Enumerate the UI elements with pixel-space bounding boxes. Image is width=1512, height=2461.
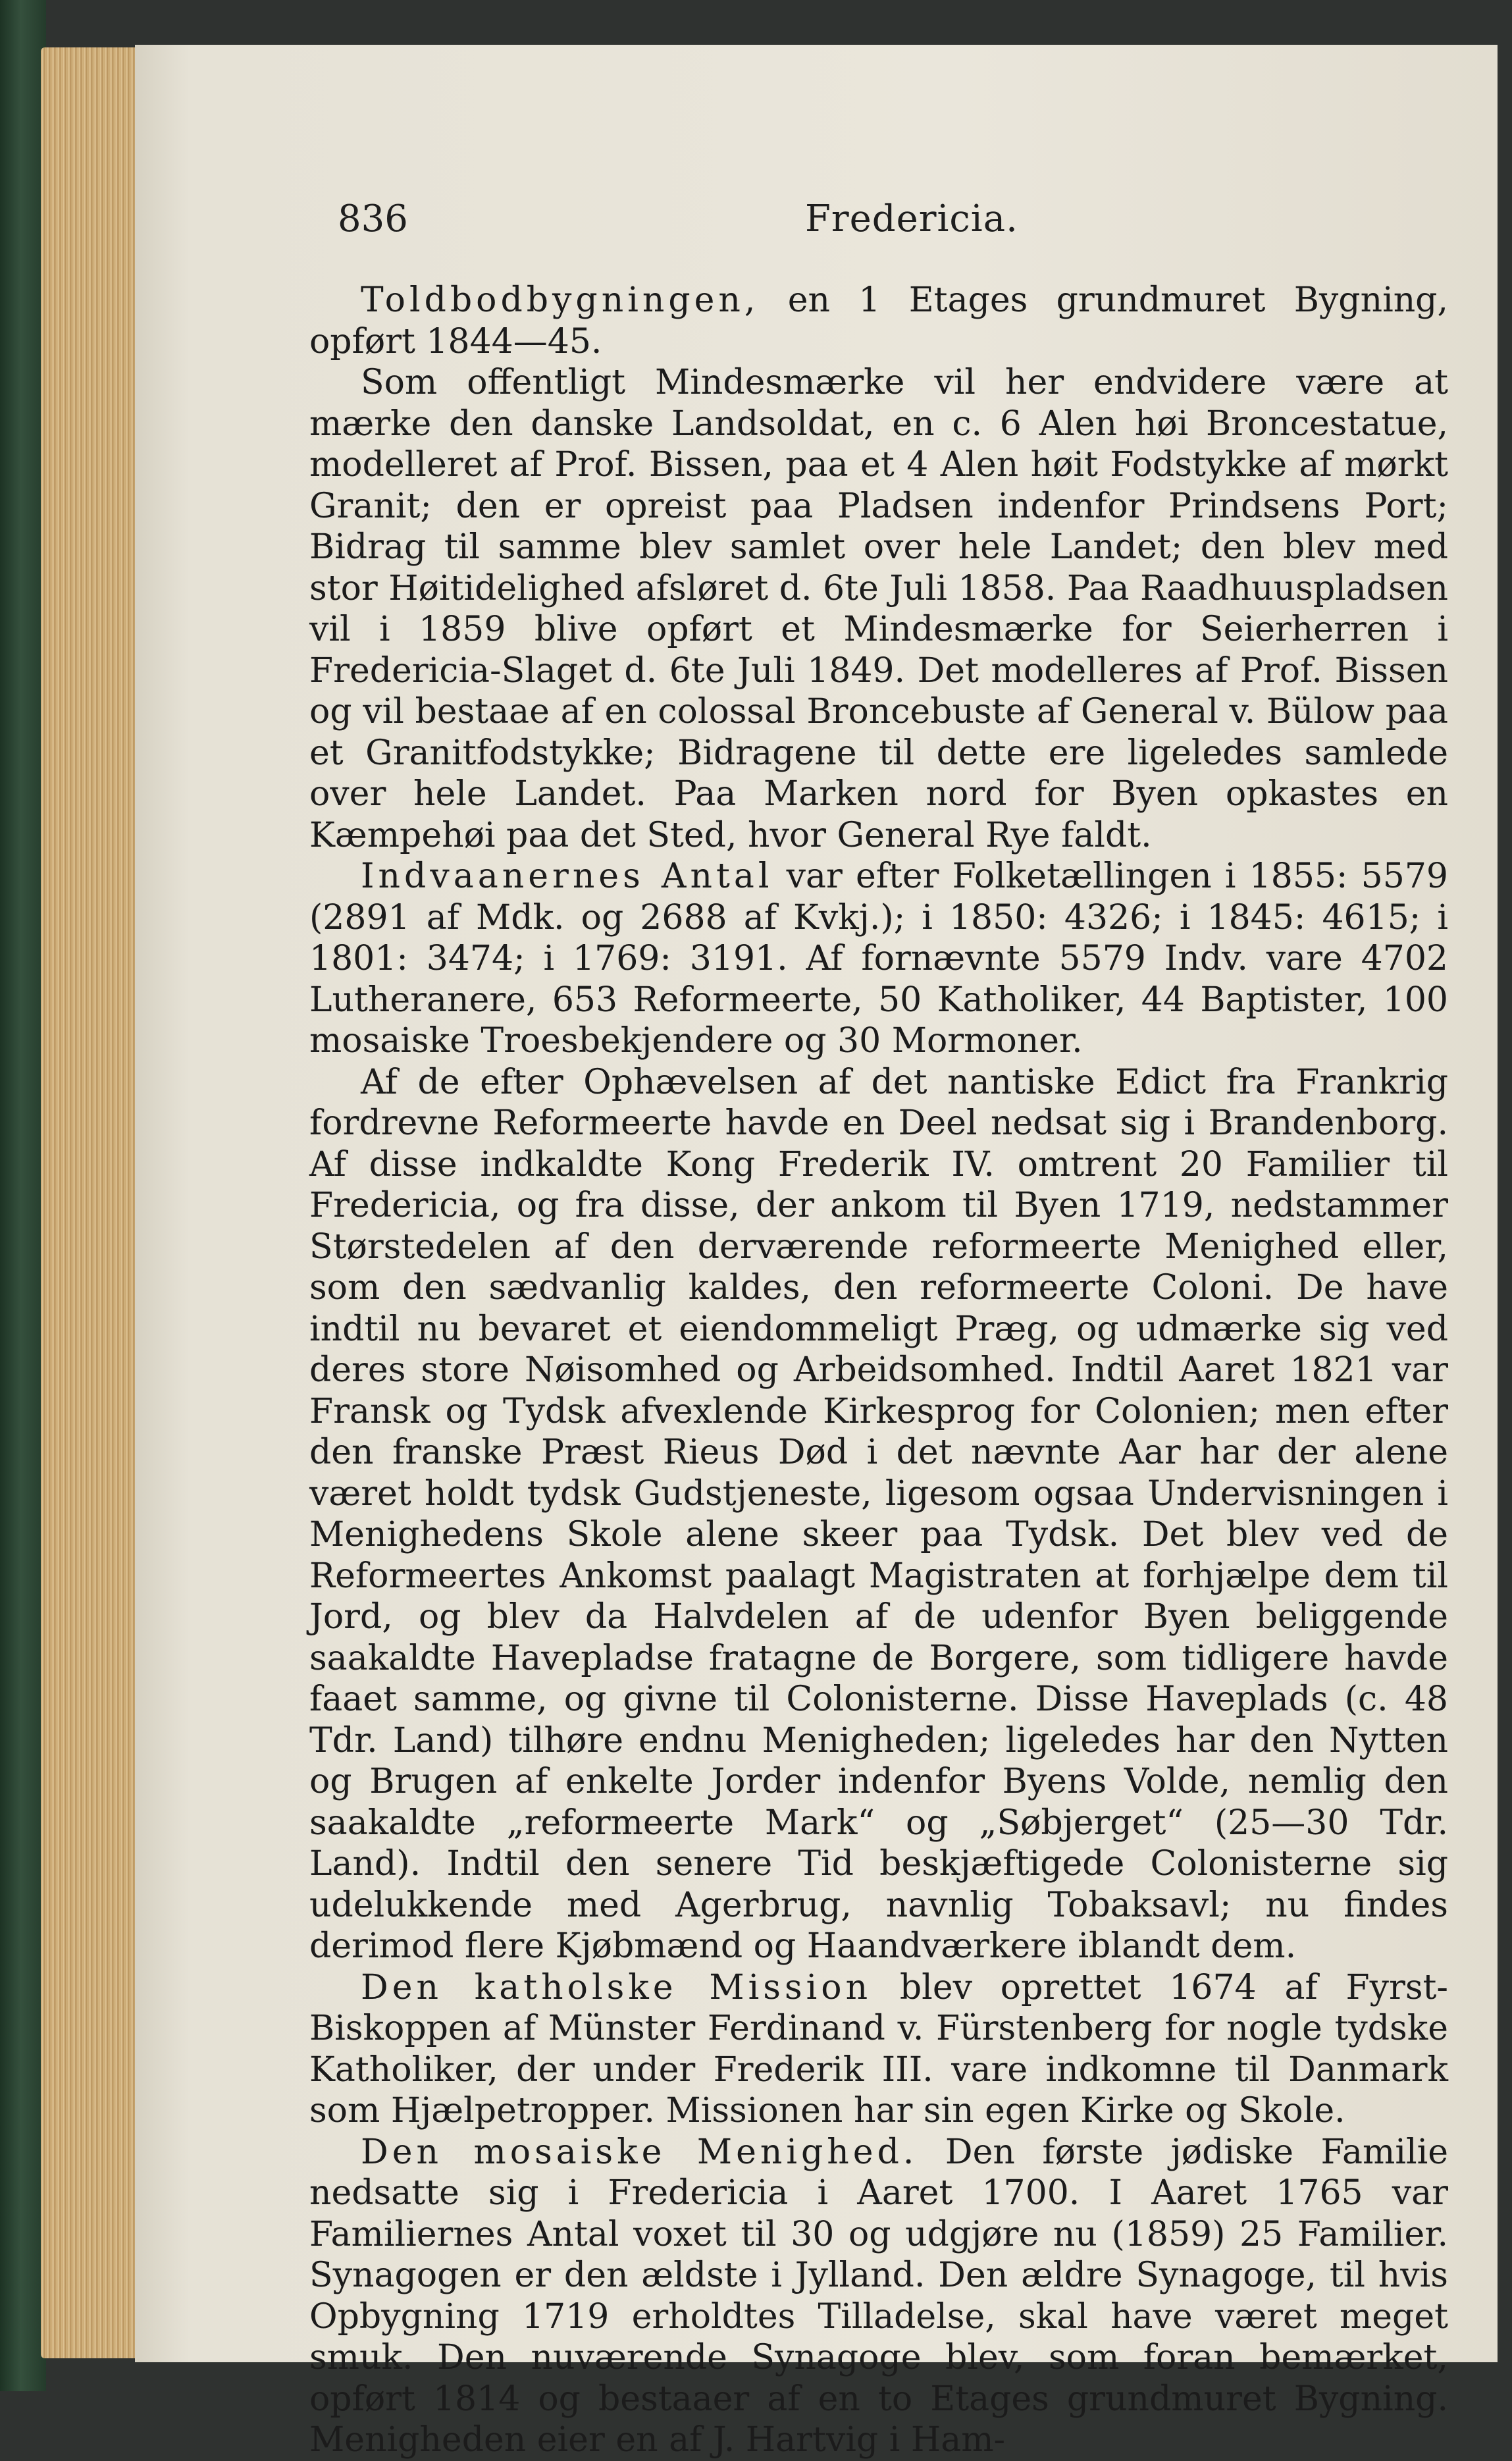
paragraph-lead: Den katholske Mission (361, 1967, 872, 2007)
page-edges (41, 47, 140, 2358)
paragraph-indvaanere (309, 856, 1448, 1062)
paragraph-text: blev oprettet 1674 af Fyrst-Biskoppen af Münster Ferdinand v. Fürstenberg for nogle tydske Katholiker, der under Frederik III. vare indkomne til Danmark som Hjælpetropper. Missionen har sin egen Kirke og Skole. (309, 1967, 1448, 2130)
paragraph-mosaiske (309, 2132, 1448, 2461)
page-body (309, 280, 1448, 2461)
paragraph-lead: Den mosaiske Menighed. (361, 2132, 918, 2172)
paragraph-lead: Indvaanernes Antal (361, 857, 773, 896)
page-number: 836 (338, 198, 408, 240)
paragraph-text: var efter Folketællingen i 1855: 5579 (2891 af Mdk. og 2688 af Kvkj.); i 1850: 4326; i 1845: 4615; i 1801: 3474; i 1769: 3191. Af fornævnte 5579 Indv. vare 4702 Lutheranere, 653 Reformeerte, 50 Katholiker, 44 Baptister, 100 mosaiske Troesbekjendere og 30 Mormoner. (309, 857, 1448, 1061)
page-header (338, 198, 1444, 250)
paragraph-text: Den første jødiske Familie nedsatte sig i Fredericia i Aaret 1700. I Aaret 1765 var Familiernes Antal voxet til 30 og udgjøre nu (1859) 25 Familier. Synagogen er den ældste i Jylland. Den ældre Synagoge, til hvis Opbygning 1719 erholdtes Tilladelse, skal have været meget smuk. Den nuværende Synagoge blev, som foran bemærket, opført 1814 og bestaaer af en to Etages grundmuret Bygning. Menigheden eier en af J. Hartvig i Ham- (309, 2132, 1448, 2460)
paragraph-katholske (309, 1967, 1448, 2132)
paragraph-reformeerte (309, 1062, 1448, 1967)
running-head: Fredericia. (805, 198, 1018, 240)
paragraph-text: en 1 Etages grundmuret Bygning, opført 1844—45. (309, 280, 1448, 361)
paragraph-toldbod (309, 280, 1448, 362)
paragraph-lead: Toldbodbygningen, (361, 280, 760, 320)
paragraph-mindesmaerke (309, 362, 1448, 856)
paragraph-text: Som offentligt Mindesmærke vil her endvidere være at mærke den danske Landsoldat, en c. 6 Alen høi Broncestatue, modelleret af Prof. Bissen, paa et 4 Alen høit Fodstykke af mørkt Granit; den er opreist paa Pladsen indenfor Prindsens Port; Bidrag til samme blev samlet over hele Landet; den blev med stor Høitidelighed afsløret d. 6te Juli 1858. Paa Raadhuuspladsen vil i 1859 blive opført et Mindesmærke for Seierherren i Fredericia-Slaget d. 6te Juli 1849. Det modelleres af Prof. Bissen og vil bestaae af en colossal Broncebuste af General v. Bülow paa et Granitfodstykke; Bidragene til dette ere ligeledes samlede over hele Landet. Paa Marken nord for Byen opkastes en Kæmpehøi paa det Sted, hvor General Rye faldt. (309, 363, 1448, 855)
book-binding (0, 0, 46, 2391)
paragraph-text: Af de efter Ophævelsen af det nantiske Edict fra Frankrig fordrevne Reformeerte havde en Deel nedsat sig i Brandenborg. Af disse indkaldte Kong Frederik IV. omtrent 20 Familier til Fredericia, og fra disse, der ankom til Byen 1719, nedstammer Størstedelen af den derværende reformeerte Menighed eller, som den sædvanlig kaldes, den reformeerte Coloni. De have indtil nu bevaret et eiendommeligt Præg, og udmærke sig ved deres store Nøisomhed og Arbeidsomhed. Indtil Aaret 1821 var Fransk og Tydsk afvexlende Kirkesprog for Colonien; men efter den franske Præst Rieus Død i det nævnte Aar har der alene været holdt tydsk Gudstjeneste, ligesom ogsaa Undervisningen i Menighedens Skole alene skeer paa Tydsk. Det blev ved de Reformeertes Ankomst paalagt Magistraten at forhjælpe dem til Jord, og blev da Halvdelen af de udenfor Byen beliggende saakaldte Havepladse fratagne de Borgere, som tidligere havde faaet samme, og givne til Colonisterne. Disse Haveplads (c. 48 Tdr. Land) tilhøre endnu Menigheden; ligeledes har den Nytten og Brugen af enkelte Jorder indenfor Byens Volde, nemlig den saakaldte „reformeerte Mark“ og „Søbjerget“ (25—30 Tdr. Land). Indtil den senere Tid beskjæftigede Colonisterne sig udelukkende med Agerbrug, navnlig Tobaksavl; nu findes derimod flere Kjøbmænd og Haandværkere iblandt dem. (309, 1062, 1448, 1966)
